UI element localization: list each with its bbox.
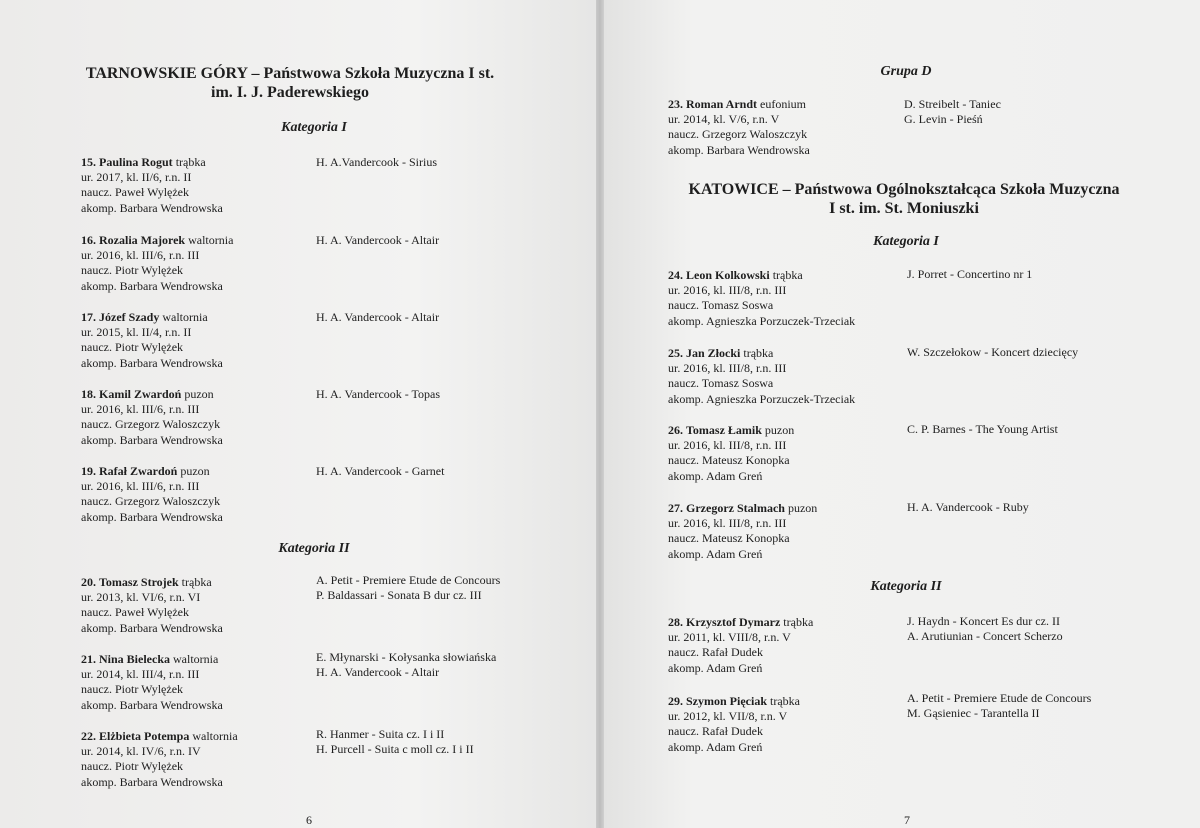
category-heading-1: Kategoria I bbox=[281, 120, 347, 135]
teacher: naucz. Rafał Dudek bbox=[668, 724, 763, 739]
accompanist: akomp. Barbara Wendrowska bbox=[81, 509, 223, 524]
details: ur. 2016, kl. III/8, r.n. III bbox=[668, 516, 787, 531]
details: ur. 2017, kl. II/6, r.n. II bbox=[81, 170, 192, 185]
performer-name: Nina Bielecka bbox=[99, 652, 170, 666]
repertoire-17 bbox=[316, 310, 576, 325]
piece: A. Arutiunian - Concert Scherzo bbox=[907, 629, 1063, 644]
entry-25 bbox=[668, 346, 908, 407]
accompanist: akomp. Adam Greń bbox=[668, 468, 763, 483]
piece: H. A.Vandercook - Sirius bbox=[316, 155, 437, 169]
repertoire-29 bbox=[907, 691, 1177, 721]
repertoire-22 bbox=[316, 727, 586, 757]
entry-15 bbox=[81, 155, 311, 216]
piece: H. A. Vandercook - Altair bbox=[316, 665, 440, 680]
page-number: 7 bbox=[904, 813, 910, 827]
entry-number: 21. bbox=[81, 652, 96, 666]
page-gutter bbox=[596, 0, 604, 828]
repertoire-28 bbox=[907, 614, 1177, 644]
piece: H. A. Vandercook - Altair bbox=[316, 233, 440, 247]
teacher: naucz. Paweł Wylężek bbox=[81, 605, 190, 620]
performer-name: Tomasz Łamik bbox=[686, 423, 762, 437]
teacher: naucz. Mateusz Konopka bbox=[668, 453, 790, 468]
entry-29 bbox=[668, 694, 908, 755]
piece: R. Hanmer - Suita cz. I i II bbox=[316, 727, 445, 741]
performer-name: Paulina Rogut bbox=[99, 155, 173, 169]
performer-name: Jan Złocki bbox=[686, 346, 741, 360]
entry-number: 17. bbox=[81, 310, 96, 324]
entry-number: 18. bbox=[81, 387, 96, 401]
entry-number: 28. bbox=[668, 615, 683, 629]
instrument: waltornia bbox=[192, 729, 238, 743]
instrument: trąbka bbox=[175, 155, 206, 169]
accompanist: akomp. Agnieszka Porzuczek-Trzeciak bbox=[668, 313, 856, 328]
entry-number: 20. bbox=[81, 575, 96, 589]
instrument: puzon bbox=[184, 387, 214, 401]
accompanist: akomp. Barbara Wendrowska bbox=[81, 620, 223, 635]
details: ur. 2015, kl. II/4, r.n. II bbox=[81, 325, 192, 340]
entry-number: 22. bbox=[81, 729, 96, 743]
accompanist: akomp. Adam Greń bbox=[668, 546, 763, 561]
details: ur. 2016, kl. III/8, r.n. III bbox=[668, 438, 787, 453]
entry-16 bbox=[81, 233, 311, 294]
accompanist: akomp. Barbara Wendrowska bbox=[81, 355, 223, 370]
entry-17 bbox=[81, 310, 311, 371]
school-title-line-1: TARNOWSKIE GÓRY – Państwowa Szkoła Muzyczna I st. bbox=[85, 65, 495, 82]
accompanist: akomp. Barbara Wendrowska bbox=[81, 432, 223, 447]
entry-18 bbox=[81, 387, 311, 448]
teacher: naucz. Paweł Wylężek bbox=[81, 185, 190, 200]
entry-number: 27. bbox=[668, 501, 683, 515]
teacher: naucz. Piotr Wylężek bbox=[81, 759, 184, 774]
school-title bbox=[40, 64, 540, 102]
school-title-line-2: im. I. J. Paderewskiego bbox=[211, 84, 369, 101]
entry-22 bbox=[81, 729, 311, 790]
performer-name: Roman Arndt bbox=[686, 97, 758, 111]
performer-name: Krzysztof Dymarz bbox=[686, 615, 781, 629]
details: ur. 2013, kl. VI/6, r.n. VI bbox=[81, 590, 201, 605]
repertoire-19 bbox=[316, 464, 576, 479]
details: ur. 2016, kl. III/8, r.n. III bbox=[668, 283, 787, 298]
entry-number: 15. bbox=[81, 155, 96, 169]
accompanist: akomp. Barbara Wendrowska bbox=[668, 142, 810, 157]
category-heading-2: Kategoria II bbox=[870, 579, 942, 594]
instrument: puzon bbox=[180, 464, 210, 478]
performer-name: Tomasz Strojek bbox=[99, 575, 179, 589]
piece: J. Haydn - Koncert Es dur cz. II bbox=[907, 614, 1060, 628]
entry-20 bbox=[81, 575, 311, 636]
entry-23 bbox=[668, 97, 898, 158]
instrument: trąbka bbox=[772, 268, 803, 282]
details: ur. 2016, kl. III/6, r.n. III bbox=[81, 479, 200, 494]
entry-number: 25. bbox=[668, 346, 683, 360]
repertoire-16 bbox=[316, 233, 576, 248]
performer-name: Józef Szady bbox=[99, 310, 160, 324]
performer-name: Grzegorz Stalmach bbox=[686, 501, 785, 515]
teacher: naucz. Piotr Wylężek bbox=[81, 340, 184, 355]
accompanist: akomp. Barbara Wendrowska bbox=[81, 774, 223, 789]
piece: H. A. Vandercook - Ruby bbox=[907, 500, 1029, 514]
details: ur. 2014, kl. V/6, r.n. V bbox=[668, 112, 780, 127]
entry-21 bbox=[81, 652, 311, 713]
details: ur. 2014, kl. IV/6, r.n. IV bbox=[81, 744, 201, 759]
category-heading-2: Kategoria II bbox=[278, 541, 350, 556]
repertoire-15 bbox=[316, 155, 576, 170]
category-heading-1: Kategoria I bbox=[873, 234, 939, 249]
piece: M. Gąsieniec - Tarantella II bbox=[907, 706, 1040, 721]
teacher: naucz. Grzegorz Waloszczyk bbox=[668, 127, 808, 142]
entry-number: 19. bbox=[81, 464, 96, 478]
accompanist: akomp. Adam Greń bbox=[668, 739, 763, 754]
entry-19 bbox=[81, 464, 311, 525]
entry-number: 24. bbox=[668, 268, 683, 282]
performer-name: Rafał Zwardoń bbox=[99, 464, 178, 478]
performer-name: Elżbieta Potempa bbox=[99, 729, 190, 743]
school-title bbox=[634, 180, 1174, 218]
instrument: waltornia bbox=[188, 233, 234, 247]
piece: A. Petit - Premiere Etude de Concours bbox=[316, 573, 501, 587]
piece: W. Szczełokow - Koncert dziecięcy bbox=[907, 345, 1079, 359]
teacher: naucz. Rafał Dudek bbox=[668, 645, 763, 660]
school-title-line-2: I st. im. St. Moniuszki bbox=[829, 200, 979, 217]
repertoire-23 bbox=[904, 97, 1174, 127]
accompanist: akomp. Barbara Wendrowska bbox=[81, 697, 223, 712]
details: ur. 2012, kl. VII/8, r.n. V bbox=[668, 709, 788, 724]
instrument: puzon bbox=[787, 501, 818, 515]
piece: G. Levin - Pieśń bbox=[904, 112, 983, 127]
instrument: waltornia bbox=[162, 310, 208, 324]
piece: P. Baldassari - Sonata B dur cz. III bbox=[316, 588, 482, 603]
teacher: naucz. Grzegorz Waloszczyk bbox=[81, 417, 221, 432]
teacher: naucz. Piotr Wylężek bbox=[81, 263, 184, 278]
entry-number: 29. bbox=[668, 694, 683, 708]
piece: A. Petit - Premiere Etude de Concours bbox=[907, 691, 1092, 705]
entry-number: 26. bbox=[668, 423, 683, 437]
teacher: naucz. Tomasz Soswa bbox=[668, 298, 774, 313]
repertoire-20 bbox=[316, 573, 586, 603]
performer-name: Rozalia Majorek bbox=[99, 233, 186, 247]
instrument: puzon bbox=[764, 423, 795, 437]
repertoire-18 bbox=[316, 387, 576, 402]
entry-27 bbox=[668, 501, 908, 562]
accompanist: akomp. Barbara Wendrowska bbox=[81, 278, 223, 293]
piece: H. A. Vandercook - Topas bbox=[316, 387, 441, 401]
accompanist: akomp. Agnieszka Porzuczek-Trzeciak bbox=[668, 391, 856, 406]
repertoire-24 bbox=[907, 267, 1177, 282]
instrument: trąbka bbox=[770, 694, 800, 708]
performer-name: Kamil Zwardoń bbox=[99, 387, 182, 401]
details: ur. 2016, kl. III/6, r.n. III bbox=[81, 248, 200, 263]
instrument: trąbka bbox=[181, 575, 212, 589]
details: ur. 2011, kl. VIII/8, r.n. V bbox=[668, 630, 791, 645]
teacher: naucz. Tomasz Soswa bbox=[668, 376, 774, 391]
teacher: naucz. Piotr Wylężek bbox=[81, 682, 184, 697]
right-page bbox=[604, 0, 1200, 828]
school-title-line-1: KATOWICE – Państwowa Ogólnokształcąca Szkoła Muzyczna bbox=[688, 181, 1120, 198]
teacher: naucz. Mateusz Konopka bbox=[668, 531, 790, 546]
teacher: naucz. Grzegorz Waloszczyk bbox=[81, 494, 221, 509]
repertoire-26 bbox=[907, 422, 1177, 437]
instrument: eufonium bbox=[760, 97, 807, 111]
piece: H. A. Vandercook - Altair bbox=[316, 310, 440, 324]
piece: H. Purcell - Suita c moll cz. I i II bbox=[316, 742, 474, 757]
piece: D. Streibelt - Taniec bbox=[904, 97, 1001, 111]
accompanist: akomp. Barbara Wendrowska bbox=[81, 200, 223, 215]
instrument: trąbka bbox=[743, 346, 774, 360]
piece: J. Porret - Concertino nr 1 bbox=[907, 267, 1033, 281]
details: ur. 2014, kl. III/4, r.n. III bbox=[81, 667, 200, 682]
entry-24 bbox=[668, 268, 908, 329]
repertoire-27 bbox=[907, 500, 1177, 515]
group-heading: Grupa D bbox=[880, 64, 932, 79]
accompanist: akomp. Adam Greń bbox=[668, 660, 763, 675]
page-number: 6 bbox=[306, 813, 312, 827]
piece: H. A. Vandercook - Garnet bbox=[316, 464, 445, 478]
instrument: trąbka bbox=[783, 615, 814, 629]
performer-name: Szymon Pięciak bbox=[686, 694, 767, 708]
left-page bbox=[0, 0, 596, 828]
entry-26 bbox=[668, 423, 908, 484]
entry-number: 16. bbox=[81, 233, 96, 247]
piece: E. Młynarski - Kołysanka słowiańska bbox=[316, 650, 497, 664]
entry-number: 23. bbox=[668, 97, 683, 111]
piece: C. P. Barnes - The Young Artist bbox=[907, 422, 1058, 436]
details: ur. 2016, kl. III/6, r.n. III bbox=[81, 402, 200, 417]
performer-name: Leon Kolkowski bbox=[686, 268, 770, 282]
instrument: waltornia bbox=[173, 652, 219, 666]
repertoire-25 bbox=[907, 345, 1177, 360]
repertoire-21 bbox=[316, 650, 586, 680]
details: ur. 2016, kl. III/8, r.n. III bbox=[668, 361, 787, 376]
entry-28 bbox=[668, 615, 908, 676]
